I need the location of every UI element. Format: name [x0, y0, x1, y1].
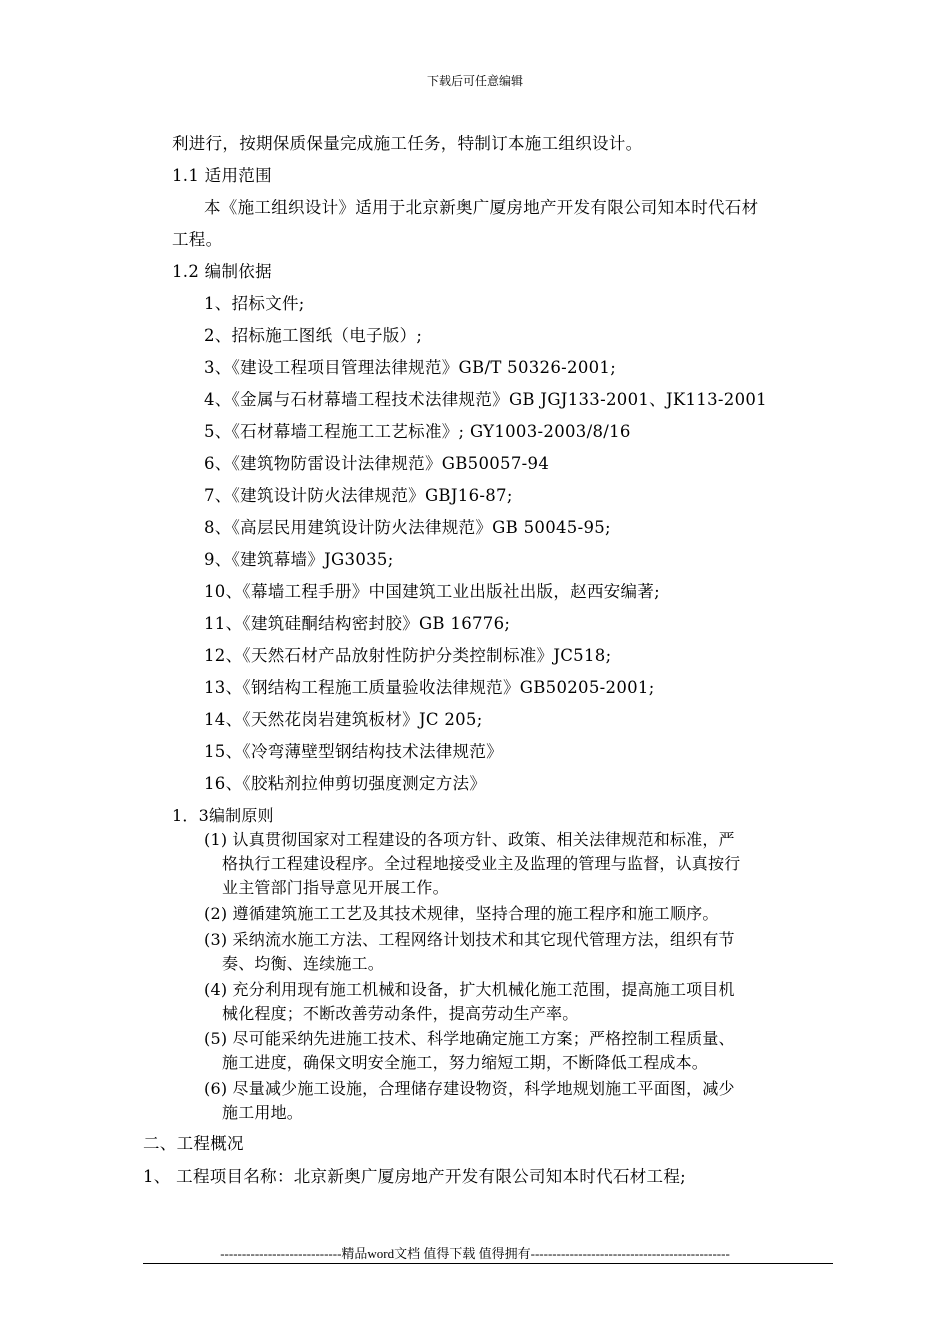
section-2-heading: 二、工程概况	[143, 1134, 244, 1153]
section-1-1-para-line-1: 本《施工组织设计》适用于北京新奥广厦房地产开发有限公司知本时代石材	[204, 198, 759, 217]
principle-line: 业主管部门指导意见开展工作。	[222, 878, 449, 897]
basis-item: 4、《金属与石材幕墙工程技术法律规范》GB JGJ133-2001、JK113-2001	[204, 390, 767, 409]
principle-line: 械化程度；不断改善劳动条件，提高劳动生产率。	[222, 1004, 579, 1023]
section-1-1-heading: 1.1 适用范围	[172, 166, 272, 185]
principle-line: 施工用地。	[222, 1103, 304, 1122]
basis-item: 7、《建筑设计防火法律规范》GBJ16-87;	[204, 486, 513, 505]
basis-item: 5、《石材幕墙工程施工工艺标准》; GY1003-2003/8/16	[204, 422, 631, 441]
principle-line: (4) 充分利用现有施工机械和设备，扩大机械化施工范围，提高施工项目机	[204, 980, 735, 999]
basis-item: 6、《建筑物防雷设计法律规范》GB50057-94	[204, 454, 550, 473]
section-1-2-heading: 1.2 编制依据	[172, 262, 272, 281]
basis-item: 9、《建筑幕墙》JG3035;	[204, 550, 394, 569]
footer-rule	[143, 1263, 833, 1264]
principle-line: (3) 采纳流水施工方法、工程网络计划技术和其它现代管理方法，组织有节	[204, 930, 735, 949]
page-header: 下载后可任意编辑	[426, 74, 523, 88]
principle-line: (5) 尽可能采纳先进施工技术、科学地确定施工方案；严格控制工程质量、	[204, 1029, 735, 1048]
basis-item: 1、招标文件;	[204, 294, 305, 313]
basis-item: 3、《建设工程项目管理法律规范》GB/T 50326-2001;	[204, 358, 617, 377]
principle-line: 格执行工程建设程序。全过程地接受业主及监理的管理与监督，认真按行	[222, 854, 741, 873]
section-1-3-heading: 1．3编制原则	[172, 806, 274, 825]
basis-item: 13、《钢结构工程施工质量验收法律规范》GB50205-2001;	[204, 678, 655, 697]
principle-line: 奏、均衡、连续施工。	[222, 954, 385, 973]
basis-item: 14、《天然花岗岩建筑板材》JC 205;	[204, 710, 483, 729]
principle-line: (1) 认真贯彻国家对工程建设的各项方针、政策、相关法律规范和标准，严	[204, 830, 735, 849]
basis-item: 15、《冷弯薄壁型钢结构技术法律规范》	[204, 742, 503, 761]
basis-item: 10、《幕墙工程手册》中国建筑工业出版社出版，赵西安编著;	[204, 582, 661, 601]
basis-item: 16、《胶粘剂拉伸剪切强度测定方法》	[204, 774, 487, 793]
section-1-1-para-line-2: 工程。	[172, 230, 223, 249]
basis-item: 2、招标施工图纸（电子版）;	[204, 326, 423, 345]
basis-item: 8、《高层民用建筑设计防火法律规范》GB 50045-95;	[204, 518, 611, 537]
principle-line: (2) 遵循建筑施工工艺及其技术规律，坚持合理的施工程序和施工顺序。	[204, 904, 719, 923]
basis-item: 11、《建筑硅酮结构密封胶》GB 16776;	[204, 614, 511, 633]
intro-tail: 利进行，按期保质保量完成施工任务，特制订本施工组织设计。	[172, 134, 643, 153]
project-name-item: 1、 工程项目名称：北京新奥广厦房地产开发有限公司知本时代石材工程;	[143, 1167, 687, 1186]
basis-item: 12、《天然石材产品放射性防护分类控制标准》JC518;	[204, 646, 612, 665]
principle-line: 施工进度，确保文明安全施工，努力缩短工期，不断降低工程成本。	[222, 1053, 709, 1072]
page-footer: ----------------------------精品word文档 值得下载 值得拥有----------------------------------------------	[220, 1246, 730, 1261]
principle-line: (6) 尽量减少施工设施，合理储存建设物资，科学地规划施工平面图，减少	[204, 1079, 735, 1098]
